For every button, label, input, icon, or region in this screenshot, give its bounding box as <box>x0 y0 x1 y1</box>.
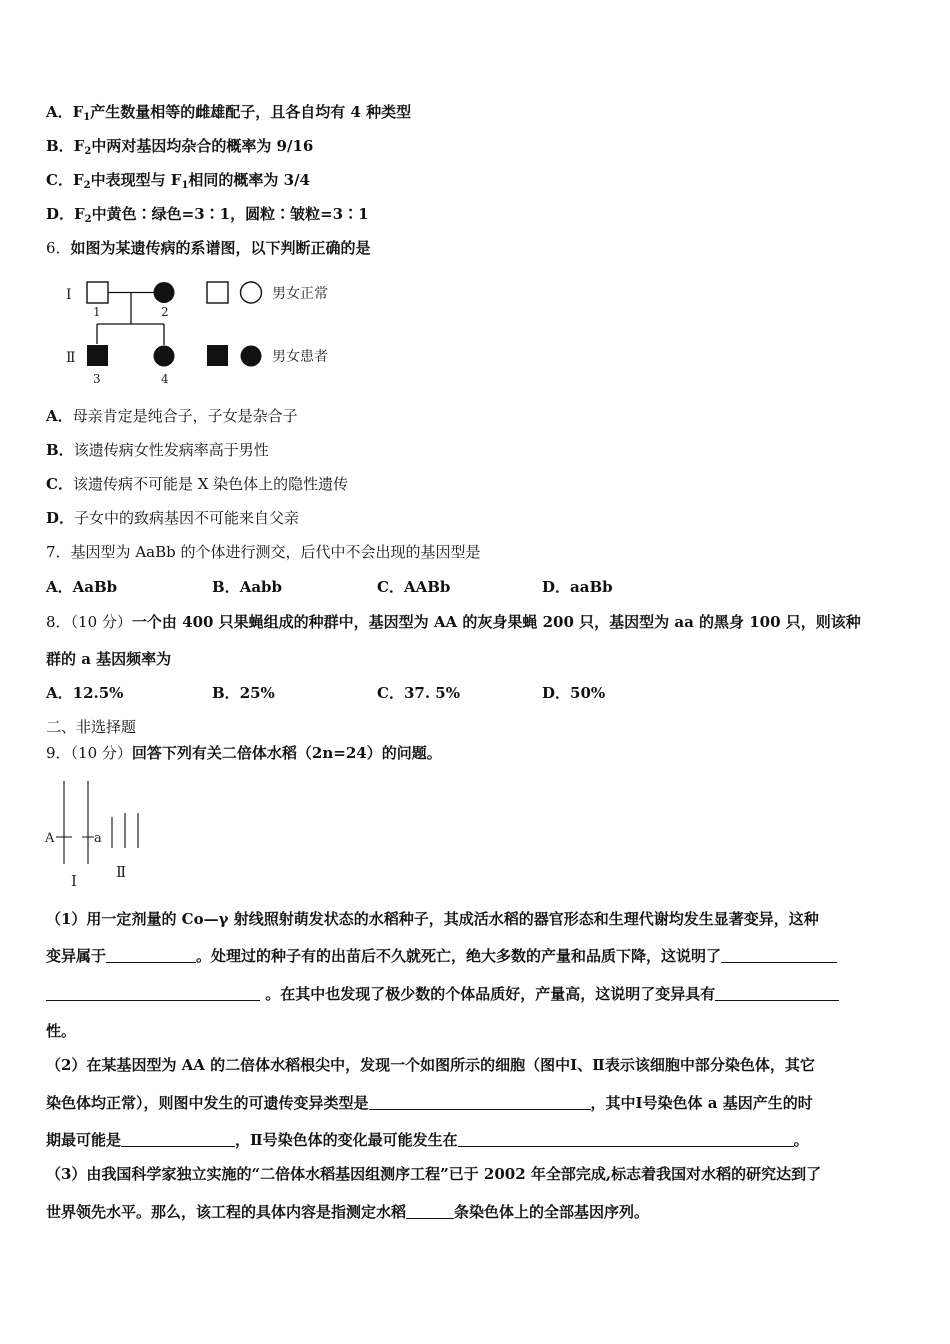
q6-stem: 6．如图为某遗传病的系谱图，以下判断正确的是 <box>46 239 371 257</box>
q5-option-c: C．$F_2$中表现型与 $F_1$相同的概率为 3/4 <box>46 171 310 191</box>
answer-blank-2-cont[interactable] <box>46 986 260 1001</box>
individual-I2-affected-female <box>154 282 175 303</box>
individual-II4-affected-female <box>154 346 175 367</box>
q8-option-b: B．25% <box>212 684 275 702</box>
q6-option-a: A．母亲肯定是纯合子，子女是杂合子 <box>46 407 298 425</box>
q9-stem: 9．（10 分）回答下列有关二倍体水稻（2n=24）的问题。 <box>46 744 442 762</box>
q6-option-b: B．该遗传病女性发病率高于男性 <box>46 441 269 459</box>
q9-part3-line2: 世界领先水平。那么，该工程的具体内容是指测定水稻 条染色体上的全部基因序列。 <box>46 1203 650 1221</box>
legend-normal-male <box>207 282 228 303</box>
q8-options <box>46 683 605 703</box>
legend-affected-male <box>207 345 228 366</box>
q7-option-c: C．AABb <box>377 578 451 596</box>
q8-option-d: D．50% <box>542 684 606 702</box>
q6-option-d: D．子女中的致病基因不可能来自父亲 <box>46 509 300 527</box>
pedigree-figure <box>60 276 360 392</box>
q7-stem: 7．基因型为 AaBb 的个体进行测交，后代中不会出现的基因型是 <box>46 543 481 561</box>
answer-blank-2[interactable] <box>721 948 837 963</box>
q9-part2-line2: 染色体均正常），则图中发生的可遗传变异类型是 ，其中Ⅰ号染色体 a 基因产生的时 <box>46 1094 813 1112</box>
gen-2-label: Ⅱ <box>66 350 76 366</box>
legend-normal-female <box>241 282 262 303</box>
chromosome-figure <box>42 778 152 890</box>
answer-blank-3[interactable] <box>715 986 839 1001</box>
q7-option-d: D．aaBb <box>542 578 613 596</box>
answer-blank-4[interactable] <box>369 1095 591 1110</box>
q8-stem-line1: 8．（10 分）一个由 400 只果蝇组成的种群中，基因型为 AA 的灰身果蝇 200 只，基因型为 aa 的黑身 100 只，则该种 <box>46 613 861 631</box>
answer-blank-6[interactable] <box>458 1132 794 1147</box>
individual-4-number: 4 <box>161 372 169 386</box>
q5-option-d: D．$F_2$中黄色∶绿色=3∶1，圆粒∶皱粒=3∶1 <box>46 205 369 225</box>
answer-blank-7[interactable] <box>406 1204 454 1219</box>
gen-1-label: Ⅰ <box>66 287 72 303</box>
q7-options <box>46 577 613 597</box>
q9-part2-line3: 期最可能是 ，Ⅱ号染色体的变化最可能发生在 。 <box>46 1131 809 1149</box>
individual-II3-affected-male <box>87 345 108 366</box>
section-heading: 二、非选择题 <box>46 718 137 736</box>
q9-part1-line2: 变异属于 。处理过的种子有的出苗后不久就死亡，绝大多数的产量和品质下降，这说明了 <box>46 946 837 966</box>
individual-1-number: 1 <box>93 305 101 319</box>
legend-affected-female <box>241 346 262 367</box>
individual-3-number: 3 <box>93 372 101 386</box>
chromosome-II-label: Ⅱ <box>116 863 127 881</box>
q5-option-a: A．$F_1$产生数量相等的雌雄配子，且各自均有 4 种类型 <box>46 103 412 123</box>
answer-blank-5[interactable] <box>121 1132 235 1147</box>
q9-part2-line1: （2）在某基因型为 AA 的二倍体水稻根尖中，发现一个如图所示的细胞（图中Ⅰ、Ⅱ表示该细胞中部分染色体，其它 <box>46 1056 815 1074</box>
legend-affected-text: 男女患者 <box>272 349 328 365</box>
q9-part1-line3: 。在其中也发现了极少数的个体品质好，产量高，这说明了变异具有 <box>46 984 839 1004</box>
q8-option-a: A．12.5% <box>46 684 124 702</box>
q8-stem-line2: 群的 a 基因频率为 <box>46 650 172 668</box>
individual-I1-normal-male <box>87 282 108 303</box>
gene-A-label: A <box>45 831 55 846</box>
q7-option-b: B．Aabb <box>212 578 283 596</box>
q9-part1-line1: （1）用一定剂量的 Co—γ 射线照射萌发状态的水稻种子，其成活水稻的器官形态和生理代谢均发生显著变异，这种 <box>46 910 819 928</box>
q9-part1-line4: 性。 <box>46 1022 77 1040</box>
q6-option-c: C．该遗传病不可能是 X 染色体上的隐性遗传 <box>46 475 349 493</box>
individual-2-number: 2 <box>161 305 169 319</box>
q5-option-b: B．$F_2$中两对基因均杂合的概率为 9/16 <box>46 137 314 157</box>
q7-option-a: A．AaBb <box>46 578 118 596</box>
chromosome-I-label: Ⅰ <box>71 872 77 890</box>
legend-normal-text: 男女正常 <box>272 286 328 302</box>
q9-part3-line1: （3）由我国科学家独立实施的“二倍体水稻基因组测序工程”已于 2002 年全部完成,标志着我国对水稻的研究达到了 <box>46 1165 822 1183</box>
q8-option-c: C．37. 5% <box>377 684 460 702</box>
gene-a-label: a <box>94 831 102 846</box>
answer-blank-1[interactable] <box>106 948 196 963</box>
